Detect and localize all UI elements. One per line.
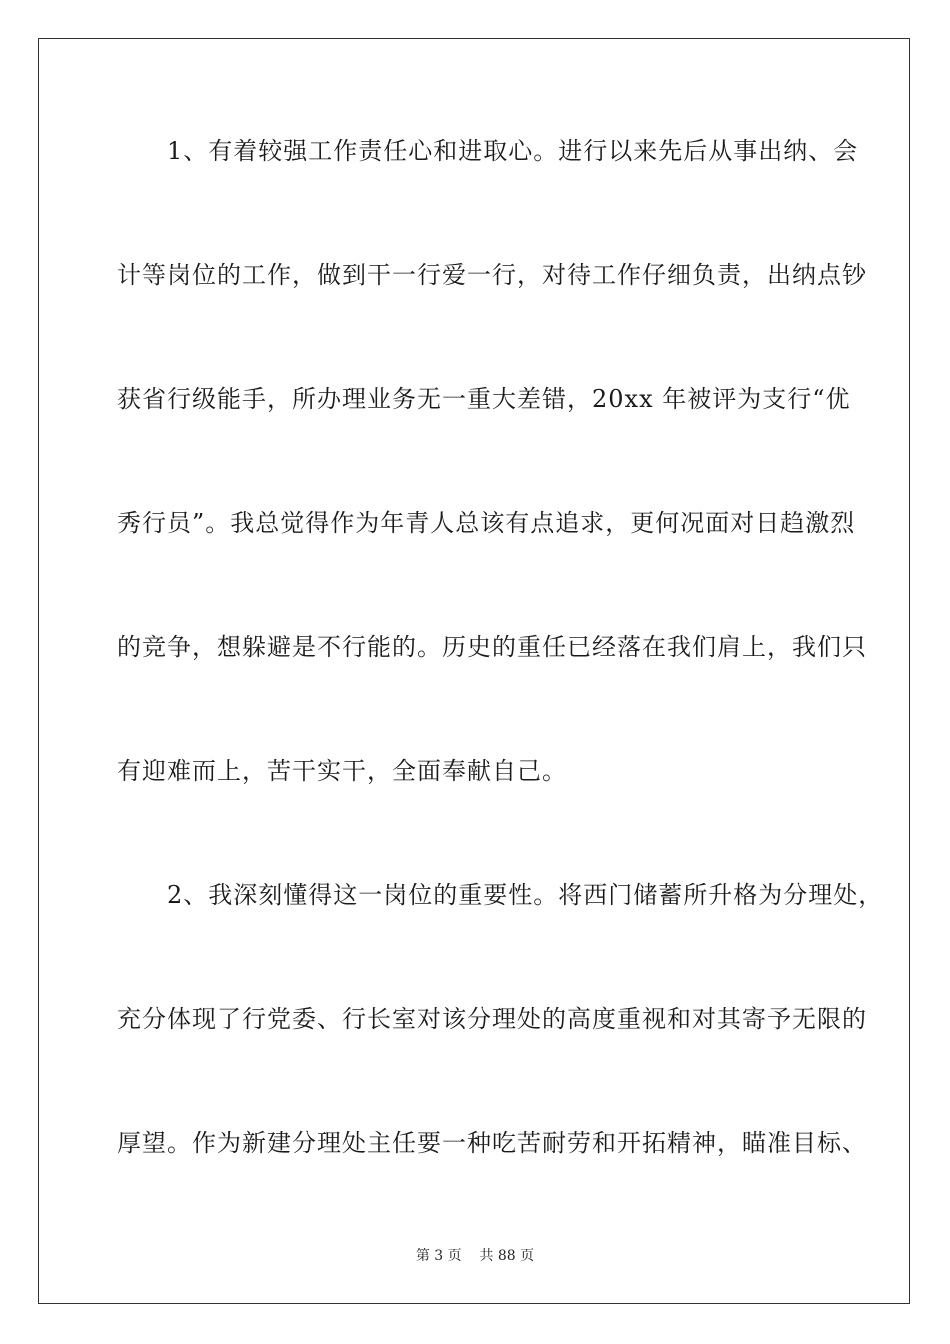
page-border xyxy=(38,38,910,1304)
paragraph-line: 有迎难而上，苦干实干，全面奉献自己。 xyxy=(117,757,567,785)
paragraph-line: 获省行级能手，所办理业务无一重大差错，20xx 年被评为支行“优 xyxy=(117,385,851,413)
paragraph-line: 2、我深刻懂得这一岗位的重要性。将西门储蓄所升格为分理处， xyxy=(117,881,884,909)
page-number: 第 3 页 xyxy=(415,1248,462,1264)
paragraph-line: 1、有着较强工作责任心和进取心。进行以来先后从事出纳、会 xyxy=(117,137,859,165)
paragraph-line: 计等岗位的工作，做到干一行爱一行，对待工作仔细负责，出纳点钞 xyxy=(117,261,867,289)
page-total: 共 88 页 xyxy=(479,1248,535,1264)
paragraph-line: 秀行员”。我总觉得作为年青人总该有点追求，更何况面对日趋激烈 xyxy=(117,509,856,537)
paragraph-line: 的竞争，想躲避是不行能的。历史的重任已经落在我们肩上，我们只 xyxy=(117,633,867,661)
page-footer xyxy=(0,1247,950,1265)
paragraph-line: 充分体现了行党委、行长室对该分理处的高度重视和对其寄予无限的 xyxy=(117,1005,867,1033)
paragraph-line: 厚望。作为新建分理处主任要一种吃苦耐劳和开拓精神，瞄准目标、 xyxy=(117,1129,867,1157)
